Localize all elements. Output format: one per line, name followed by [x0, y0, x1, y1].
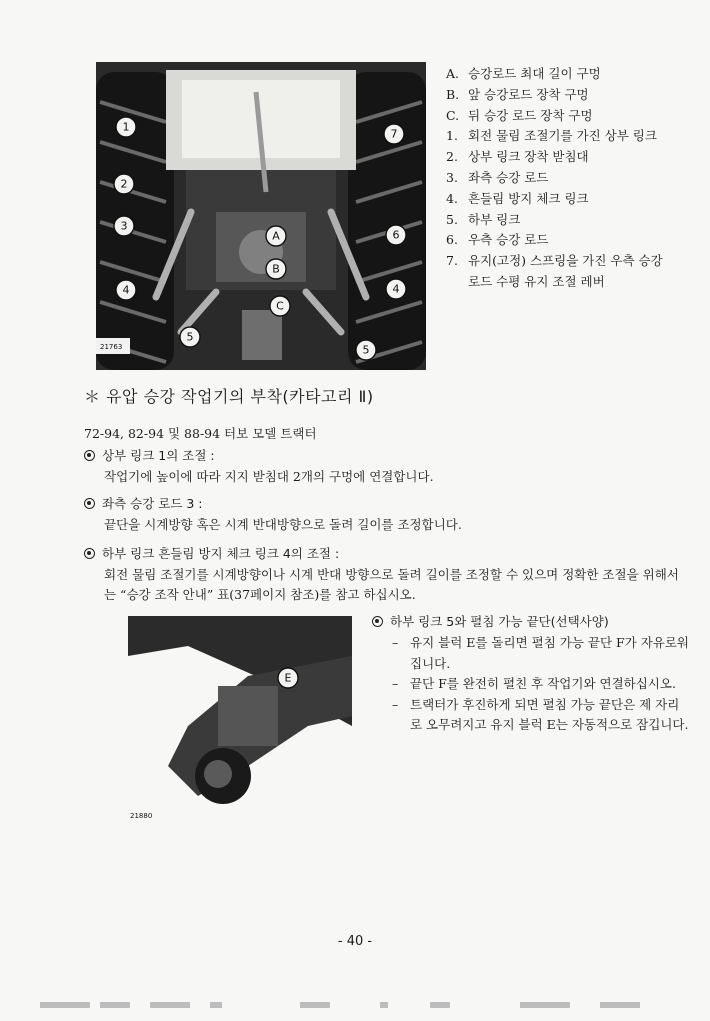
- item-heading: 하부 링크 흔들림 방지 체크 링크 4의 조절 :: [102, 546, 340, 561]
- dash-line: – 유지 블럭 E를 돌리면 펼침 가능 끝단 F가 자유로워집니다.: [392, 635, 690, 671]
- callout-7: [384, 124, 404, 144]
- item-body: 끝단을 시계방향 혹은 시계 반대방향으로 돌려 길이를 조정합니다.: [104, 517, 462, 532]
- tractor-hitch-photo: [96, 62, 426, 370]
- svg-text:7: 7: [390, 127, 398, 141]
- instruction-item-extendable-end: [372, 612, 690, 736]
- svg-text:5: 5: [186, 330, 194, 344]
- callout-3: [114, 216, 134, 236]
- callout-5-left: [180, 327, 200, 347]
- legend-item-7: 7. 유지(고정) 스프링을 가진 우측 승강: [446, 253, 663, 269]
- legend-item-4: 4. 흔들림 방지 체크 링크: [446, 190, 589, 206]
- svg-text:4: 4: [392, 282, 400, 296]
- item-heading: 상부 링크 1의 조절 :: [102, 448, 215, 463]
- svg-text:1: 1: [122, 120, 130, 134]
- svg-text:B: B: [272, 262, 280, 276]
- svg-text:4: 4: [122, 283, 130, 297]
- item-body: 작업기에 높이에 따라 지지 받침대 2개의 구멍에 연결합니다.: [104, 469, 434, 484]
- svg-text:E: E: [284, 671, 292, 685]
- extendable-end-photo: [128, 616, 352, 820]
- callout-E: [278, 668, 298, 688]
- section-title: ＊ 유압 승강 작업기의 부착(카타고리 Ⅱ): [84, 387, 374, 406]
- instruction-item-left-lift-rod: [84, 494, 684, 535]
- svg-text:2: 2: [120, 177, 128, 191]
- instruction-item-check-link: [84, 544, 684, 605]
- legend-item-A: A. 승강로드 최대 길이 구멍: [446, 66, 601, 81]
- svg-text:A: A: [272, 229, 280, 243]
- figure1-id: 21763: [100, 343, 123, 351]
- callout-4-left: [116, 280, 136, 300]
- svg-text:5: 5: [362, 343, 370, 357]
- legend-item-6: 6. 우측 승강 로드: [446, 232, 549, 248]
- dash-line: – 끝단 F를 완전히 펼친 후 작업기와 연결하십시오.: [392, 676, 676, 691]
- scan-edge-noise: [0, 1000, 710, 1012]
- page-number: - 40 -: [337, 934, 373, 949]
- legend-item-1: 1. 회전 물림 조절기를 가진 상부 링크: [446, 128, 657, 144]
- callout-C: [270, 296, 290, 316]
- callout-A: [266, 226, 286, 246]
- item-heading: 좌측 승강 로드 3 :: [102, 496, 203, 511]
- bullet-icon: [84, 450, 95, 461]
- legend-item-3: 3. 좌측 승강 로드: [446, 169, 549, 185]
- svg-text:3: 3: [120, 219, 128, 233]
- item-heading: 하부 링크 5와 펼침 가능 끝단(선택사양): [390, 614, 609, 629]
- bullet-icon: [372, 616, 383, 627]
- instruction-item-upper-link: [84, 446, 684, 487]
- callout-1: [116, 117, 136, 137]
- svg-text:6: 6: [392, 228, 400, 242]
- item-body: 회전 물림 조절기를 시계방향이나 시계 반대 방향으로 돌려 길이를 조정할 수 있으며 정확한 조절을 위해서는 “승강 조작 안내” 표(37페이지 참조)를 참고 하십시오.: [104, 567, 679, 602]
- callout-6: [386, 225, 406, 245]
- callout-2: [114, 174, 134, 194]
- figure2-id: 21880: [130, 812, 153, 820]
- legend-item-5: 5. 하부 링크: [446, 211, 521, 227]
- figure-legend: [446, 64, 696, 293]
- callout-B: [266, 259, 286, 279]
- svg-text:C: C: [276, 299, 284, 313]
- dash-line: – 트랙터가 후진하게 되면 펼침 가능 끝단은 제 자리로 오무려지고 유지 블럭 E는 자동적으로 잠깁니다.: [392, 696, 689, 732]
- legend-item-C: C. 뒤 승강 로드 장착 구멍: [446, 107, 593, 123]
- legend-item-7-continued: 로드 수평 유지 조절 레버: [468, 273, 605, 289]
- callout-4-right: [386, 279, 406, 299]
- bullet-icon: [84, 498, 95, 509]
- legend-item-2: 2. 상부 링크 장착 받침대: [446, 149, 589, 165]
- bullet-icon: [84, 548, 95, 559]
- model-list: 72-94, 82-94 및 88-94 터보 모델 트랙터: [84, 426, 317, 441]
- legend-item-B: B. 앞 승강로드 장착 구멍: [446, 86, 589, 102]
- callout-5-right: [356, 340, 376, 360]
